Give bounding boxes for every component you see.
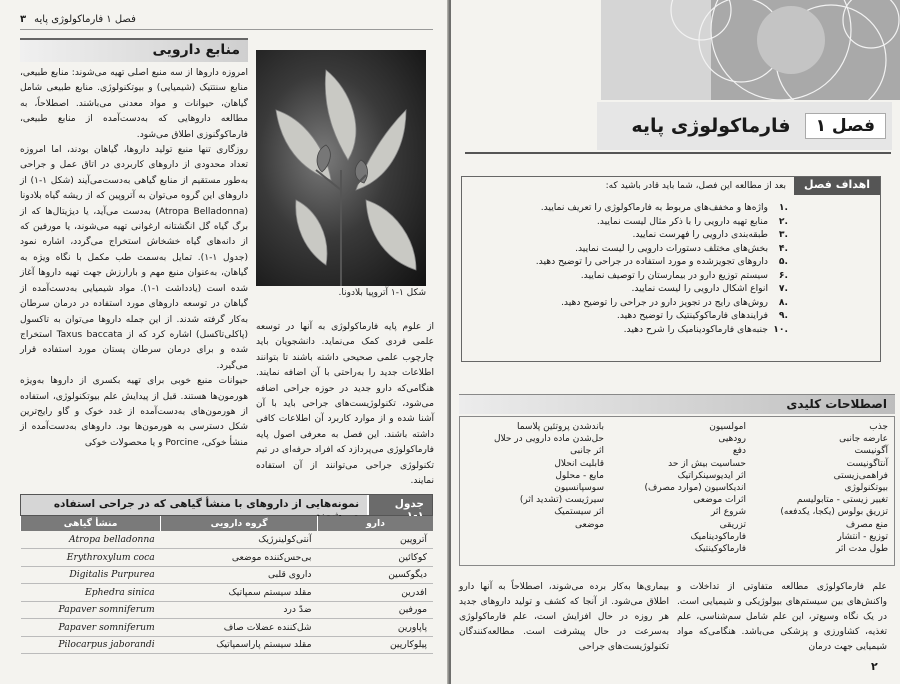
list-item xyxy=(472,215,788,229)
key-term: امولسیون xyxy=(709,422,746,432)
paragraph: امروزه داروها از سه منبع اصلی تهیه می‌شوند: منابع طبیعی، منابع سنتتیک (شیمیایی) و بیوتکنولوژی. منابع طبیعی شامل گیاهان، حیوانات و مواد معدنی می‌باشند. اصطلاحاً، به مطالعه داروهایی که به‌دست‌آمده از منابع طبیعی، فارماکوگنوزی اطلاق می‌شود. xyxy=(20,68,248,140)
column-header: منشأ گیاهی xyxy=(21,516,161,531)
table-title: نمونه‌هایی از داروهای با منشأ گیاهی که در جراحی استفاده xyxy=(53,498,360,510)
key-term: حساسیت بیش از حد xyxy=(668,458,746,469)
item-text: انواع اشکال دارویی را لیست نمایید. xyxy=(631,283,768,294)
key-term: اثر ایدیوسینکراتیک xyxy=(677,470,746,481)
key-term: سوسپانسیون xyxy=(554,483,604,494)
table-row xyxy=(21,549,434,567)
objectives-intro: بعد از مطالعه این فصل، شما باید قادر باشید که: xyxy=(605,181,786,191)
item-number: .۸ xyxy=(778,296,788,308)
group-cell: بی‌حس‌کننده موضعی xyxy=(161,549,318,567)
drug-cell: دیگوکسین xyxy=(318,566,434,584)
list-item xyxy=(472,309,788,323)
drug-cell: کوکائین xyxy=(318,549,434,567)
table-row xyxy=(21,636,434,654)
table-row xyxy=(21,619,434,637)
chapter-label: فصل ۱ xyxy=(805,113,886,139)
drug-cell: پاپاورین xyxy=(318,619,434,637)
key-term: تزریق بولوس (یکجا، یکدفعه) xyxy=(780,507,888,518)
list-item xyxy=(472,201,788,215)
item-text: داروهای تجویزشده و مورد استفاده در جراحی را توضیح دهید. xyxy=(535,256,768,267)
page-number: ۲ xyxy=(871,660,878,673)
key-term: آگونیست xyxy=(854,446,888,457)
item-number: .۴ xyxy=(778,242,788,254)
plant-cell: Ephedra sinica xyxy=(21,584,161,602)
key-term: توزیع - انتشار xyxy=(837,531,888,542)
key-term: باندشدن پروتئین پلاسما xyxy=(516,422,604,432)
item-text: منابع تهیه دارویی را با ذکر مثال لیست نمایید. xyxy=(596,215,768,227)
plant-cell: Erythroxylum coca xyxy=(21,549,161,567)
key-term: اثر سیستمیک xyxy=(554,507,604,518)
item-number: .۶ xyxy=(778,269,788,281)
key-term: حل‌شدن ماده دارویی در حلال xyxy=(493,434,604,445)
key-term: فراهمی‌زیستی xyxy=(833,470,888,481)
belladonna-photo xyxy=(256,50,426,286)
chapter-heading xyxy=(597,102,892,150)
header-page-number: ۳ xyxy=(20,14,27,25)
running-header xyxy=(20,10,433,30)
item-text: روش‌های رایج در تجویز دارو در جراحی را توضیح دهید. xyxy=(560,296,768,308)
key-term: تزریقی xyxy=(719,519,746,530)
item-text: سیستم توزیع دارو در بیمارستان را توصیف نمایید. xyxy=(580,269,768,281)
table-header-row xyxy=(21,516,434,531)
decorative-circles-art xyxy=(451,0,900,100)
key-term: فارماکوکینتیک xyxy=(694,544,746,555)
key-term: آنتاگونیست xyxy=(846,458,888,469)
key-term: دفع xyxy=(732,446,746,457)
section-title-drug-sources: منابع دارویی xyxy=(20,38,248,62)
item-text: جنبه‌های فارماکودینامیک را شرح دهید. xyxy=(623,323,768,335)
item-text: واژه‌ها و مخفف‌های مربوط به فارماکولوژی را تعریف نمایید. xyxy=(540,202,768,213)
list-item xyxy=(472,269,788,283)
key-term: طول مدت اثر xyxy=(835,544,888,555)
key-terms-title: اصطلاحات کلیدی xyxy=(459,394,895,414)
key-term: منع مصرف xyxy=(845,519,888,530)
item-number: .۱۰ xyxy=(773,323,788,335)
right-page xyxy=(451,0,900,684)
list-item xyxy=(472,255,788,269)
column-header: گروه دارویی xyxy=(161,516,318,531)
drug-cell: پیلوکارپین xyxy=(318,636,434,654)
objectives-header xyxy=(462,177,880,195)
list-item xyxy=(472,296,788,310)
list-item xyxy=(472,228,788,242)
key-term: فارماکودینامیک xyxy=(690,531,746,542)
plant-cell: Atropa belladonna xyxy=(21,531,161,549)
body-text-left-column: بیماری‌ها به‌کار برده می‌شوند، اصطلاحاً به آنها دارو اطلاق می‌شود. از آنجا که کشف و تولید داروهای جدید هر روزه در حال افزایش است، علم فارماکولوژی به‌سرعت در حال پیشرفت است. مطالعه‌کنندگان تکنولوژیست‌های جراحی xyxy=(459,582,669,652)
header-chapter: فصل ۱ فارماکولوژی پایه xyxy=(34,14,136,25)
item-text: فرایندهای فارماکوکینتیک را توضیح دهید. xyxy=(616,310,768,321)
terms-column xyxy=(608,421,746,561)
table-tag: جدول xyxy=(367,495,432,515)
table-row xyxy=(21,584,434,602)
table-row xyxy=(21,601,434,619)
item-number: .۵ xyxy=(778,256,788,267)
key-term: بیوتکنولوژی xyxy=(844,483,888,494)
key-term: اثر جانبی xyxy=(570,446,604,457)
group-cell: ضدّ درد xyxy=(161,601,318,619)
table-title-bar xyxy=(20,494,433,516)
item-number: .۷ xyxy=(778,283,788,294)
intro-text: از علوم پایه فارماکولوژی به آنها در توسعه علمی فردی کمک می‌نماید. دانشجویان باید چارچوب علمی صحیحی داشته باشند تا بتوانند اطلاعات جدید را به‌راحتی با آن اضافه نمایند. هنگامی‌که دارو جدید در حوزه جراحی اضافه می‌شود، تکنولوژیست‌های جراحی باید با آن آشنا شده و از موارد کاربرد آن اطلاعات کافی داشته باشند. این فصل به معرفی اصول پایه فارماکولوژی می‌پردازد که افراد حرفه‌ای در تیم تکنولوژی جراحی می‌توانند از آن استفاده نمایند. xyxy=(256,322,434,487)
item-text: بخش‌های مختلف دستورات دارویی را لیست نمایید. xyxy=(575,242,768,254)
item-number: .۲ xyxy=(778,215,788,227)
group-cell: شل‌کننده عضلات صاف xyxy=(161,619,318,637)
body-text-right-column: علم فارماکولوژی مطالعه متفاوتی از تداخلات و واکنش‌های بین سیستم‌های بیولوژیکی و شیمیایی است. در یک نگاه وسیع‌تر، این علم شامل سم‌شناسی، علم تغذیه، کشاورزی و پزشکی می‌باشد. هنگامی‌که مواد شیمیایی جهت درمان xyxy=(677,582,887,652)
key-term: شروع اثر xyxy=(710,507,746,518)
objectives-box xyxy=(461,176,881,362)
objectives-title: اهداف فصل xyxy=(794,177,880,195)
paragraph: حیوانات منبع خوبی برای تهیه بکسری از داروها به‌ویژه هورمون‌ها هستند. قبل از پیدایش علم بیوتکنولوژی، استفاده از هورمون‌های به‌دست‌آمده از غدد خوک و گاو رایج‌ترین شکل دسترسی به هورمون‌ها بود. داروهای به‌دست‌آمده از منشأ خوکی، Porcine و یا محصولات خوکی xyxy=(20,376,248,448)
item-number: .۳ xyxy=(778,229,788,240)
herbal-drugs-table xyxy=(20,516,433,654)
key-term: موضعی xyxy=(575,519,604,530)
terms-column xyxy=(750,421,888,561)
key-term: اندیکاسیون (موارد مصرف) xyxy=(644,483,746,494)
key-term: قابلیت انحلال xyxy=(554,458,604,469)
objectives-list xyxy=(462,195,880,336)
table-row xyxy=(21,566,434,584)
key-term: جذب xyxy=(869,422,888,432)
key-terms-box xyxy=(459,416,895,566)
list-item xyxy=(472,323,788,337)
chapter-title: فارماکولوژی پایه xyxy=(631,115,791,137)
drug-cell: مورفین xyxy=(318,601,434,619)
drug-sources-text xyxy=(20,66,248,451)
plant-cell: Papaver somniferum xyxy=(21,619,161,637)
list-item xyxy=(472,282,788,296)
item-number: .۹ xyxy=(778,310,788,321)
item-text: طبقه‌بندی دارویی را فهرست نمایید. xyxy=(632,229,768,240)
paragraph: روزگاری تنها منبع تولید داروها، گیاهان بودند، اما امروزه تعداد محدودی از داروهای کاربردی در اتاق عمل و جراحی به‌طور مستقیم از منابع گیاهی به‌دست‌می‌آیند (شکل ۱-۱) از داروهای این گروه می‌توان به آتروپین که از ریشه گیاه بلادونا (Atropa Belladonna) به‌دست می‌آید، یا دیژیتال‌ها که از برگ گیاه گل انگشتانه ارغوانی تهیه می‌شوند، یا مورفین که از دانه‌های گیاه خشخاش استخراج می‌گردد، اشاره نمود (جدول ۱-۱). تمایل به‌سمت طب مکمل با نگاه ویژه به گیاهان، به‌عنوان منبع مهم و بارارزش جهت تهیه داروها آغاز شده است (یادداشت ۱-۱). مواد شیمیایی به‌دست‌آمده از گیاهان در توسعه داروهای مورد استفاده در درمان سرطان به‌کار گرفته شدند. از این جمله داروها می‌توان به تاکسول (پاکلی‌تاکسل) اشاره کرد که از Taxus baccata استخراج شده و برای درمان سرطان پستان مورد استفاده قرار می‌گیرد. xyxy=(20,145,249,371)
plant-cell: Papaver somniferum xyxy=(21,601,161,619)
figure-caption: شکل ۱-۱ آتروپیا بلادونا. xyxy=(338,288,426,298)
key-term: تغییر زیستی - متابولیسم xyxy=(796,495,888,506)
divider xyxy=(465,152,891,154)
key-term: عارضه جانبی xyxy=(839,434,888,445)
group-cell: داروی قلبی xyxy=(161,566,318,584)
drug-cell: آتروپین xyxy=(318,531,434,549)
key-term: رودهیی xyxy=(718,434,746,445)
key-term: اثرات موضعی xyxy=(693,495,746,506)
item-number: .۱ xyxy=(778,202,788,213)
key-term: مایع - محلول xyxy=(555,470,604,481)
group-cell: آنتی‌کولینرژیک xyxy=(161,531,318,549)
drug-cell: افدرین xyxy=(318,584,434,602)
group-cell: مقلد سیستم سمپاتیک xyxy=(161,584,318,602)
plant-cell: Pilocarpus jaborandi xyxy=(21,636,161,654)
column-header: دارو xyxy=(318,516,434,531)
table-row xyxy=(21,531,434,549)
terms-column xyxy=(466,421,604,561)
list-item xyxy=(472,242,788,256)
plant-cell: Digitalis Purpurea xyxy=(21,566,161,584)
left-page xyxy=(0,0,449,684)
group-cell: مقلد سیستم پاراسمپاتیک xyxy=(161,636,318,654)
plant-illustration xyxy=(256,50,426,286)
key-term: سیرژیست (تشدید اثر) xyxy=(519,495,604,506)
